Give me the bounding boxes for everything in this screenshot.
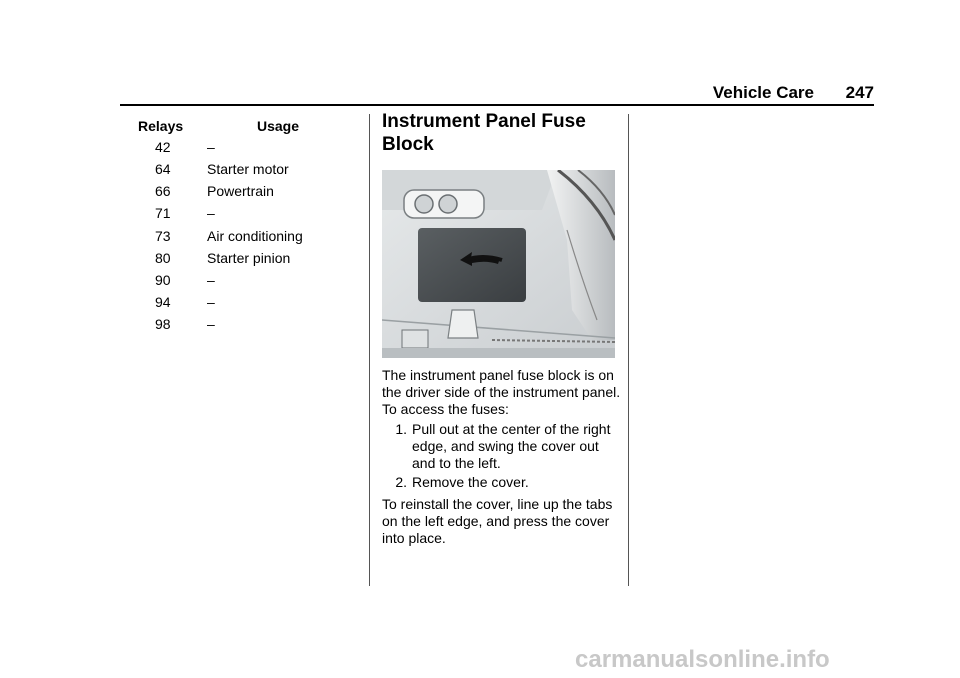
section-heading: Instrument Panel Fuse Block (382, 111, 586, 155)
header-usage: Usage (257, 118, 300, 134)
fuse-block-cover-illustration (382, 170, 615, 358)
relay-usage: Starter motor (207, 161, 289, 177)
relay-usage: – (207, 205, 215, 221)
watermark: carmanualsonline.info (575, 646, 830, 673)
page-number: 247 (845, 83, 874, 102)
step-number: 1. (395, 421, 407, 437)
header-relays: Relays (138, 118, 184, 134)
relay-number: 94 (155, 294, 171, 310)
relay-usage: Air conditioning (207, 228, 303, 244)
section-title: Vehicle Care (712, 83, 814, 102)
step-text: Pull out at the center of the right edge, and swing the cover out and to the left. (412, 421, 611, 471)
page-header (120, 80, 874, 106)
closing-paragraph: To reinstall the cover, line up the tabs on the left edge, and press the cover into place. (382, 496, 613, 546)
column-divider (369, 114, 370, 586)
relay-usage: – (207, 294, 215, 310)
relay-number: 90 (155, 272, 171, 288)
relay-usage: – (207, 139, 215, 155)
relay-number: 64 (155, 161, 171, 177)
relay-number: 98 (155, 316, 171, 332)
column-divider (628, 114, 629, 586)
relay-number: 80 (155, 250, 171, 266)
relay-number: 66 (155, 183, 171, 199)
list-item (382, 474, 622, 492)
relay-number: 42 (155, 139, 171, 155)
fuse-block-cover-drawing (382, 170, 615, 358)
relay-usage: Powertrain (207, 183, 274, 199)
relay-number: 71 (155, 205, 171, 221)
relay-usage: Starter pinion (207, 250, 291, 266)
relay-usage: – (207, 272, 215, 288)
list-item (382, 421, 622, 473)
relay-usage: – (207, 316, 215, 332)
step-text: Remove the cover. (412, 474, 529, 490)
step-number: 2. (395, 474, 407, 490)
relay-number: 73 (155, 228, 171, 244)
intro-paragraph: The instrument panel fuse block is on the driver side of the instrument panel. To access the fuses: (382, 367, 621, 417)
